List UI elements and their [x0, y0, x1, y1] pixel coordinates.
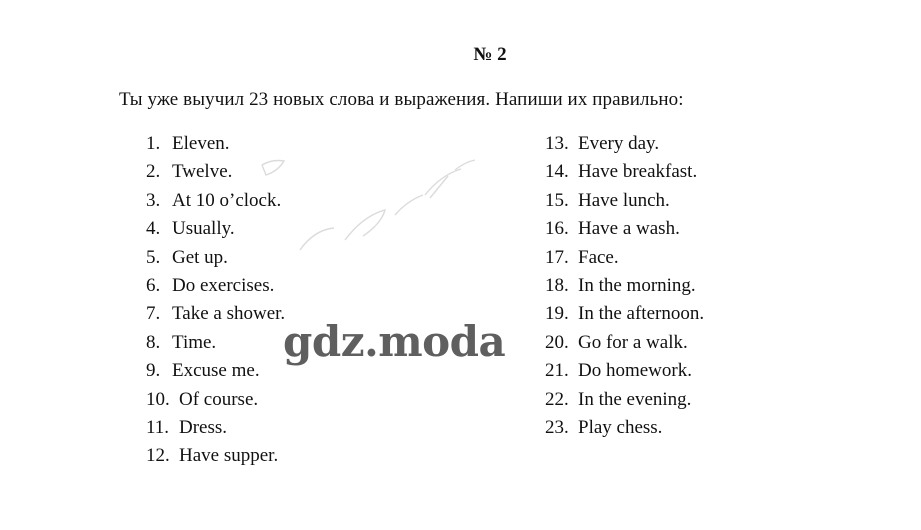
item-number: 8.: [146, 331, 161, 353]
item-text: Excuse me.: [172, 360, 260, 382]
list-item: [146, 190, 285, 218]
list-item: [146, 275, 285, 303]
item-text: Play chess.: [578, 416, 663, 438]
item-text: Have supper.: [179, 445, 279, 467]
item-text: Eleven.: [172, 133, 230, 154]
ghost-mark: [425, 169, 461, 195]
exercise-instruction: Ты уже выучил 23 новых слова и выражения. Напиши их правильно:: [119, 89, 684, 110]
list-item: [146, 161, 285, 189]
item-number: 5.: [146, 246, 161, 268]
item-number: 3.: [146, 189, 161, 211]
ghost-mark: [430, 176, 448, 198]
item-text: Take a shower.: [172, 303, 286, 325]
list-item: [146, 247, 285, 275]
item-number: 10.: [146, 388, 170, 410]
list-item: [545, 218, 704, 246]
item-text: Go for a walk.: [578, 331, 688, 353]
item-text: Face.: [578, 246, 619, 268]
word-list-left: [146, 133, 285, 474]
ghost-mark: [345, 210, 385, 240]
item-text: At 10 o’clock.: [172, 189, 282, 211]
item-number: 7.: [146, 303, 161, 325]
exercise-number: № 2: [473, 44, 507, 65]
item-number: 16.: [545, 218, 569, 240]
item-text: In the evening.: [578, 388, 692, 410]
item-number: 12.: [146, 445, 170, 467]
list-item: [545, 303, 704, 331]
item-number: 2.: [146, 161, 161, 183]
item-text: Twelve.: [172, 161, 233, 183]
list-item: [545, 360, 704, 388]
item-number: 18.: [545, 274, 569, 296]
item-number: 15.: [545, 189, 569, 211]
list-item: [146, 332, 285, 360]
list-item: [545, 133, 704, 161]
list-item: [545, 161, 704, 189]
item-number: 14.: [545, 161, 569, 183]
list-item: [545, 417, 704, 445]
list-item: [545, 190, 704, 218]
list-item: [146, 360, 285, 388]
item-number: 22.: [545, 388, 569, 410]
ghost-mark: [300, 228, 334, 250]
list-item: [146, 445, 285, 473]
item-text: Time.: [172, 331, 217, 353]
item-number: 21.: [545, 360, 569, 382]
item-number: 1.: [146, 133, 161, 154]
list-item: [146, 389, 285, 417]
item-number: 9.: [146, 360, 161, 382]
list-item: [545, 247, 704, 275]
item-number: 19.: [545, 303, 569, 325]
item-text: Of course.: [179, 388, 259, 410]
item-number: 17.: [545, 246, 569, 268]
list-item: [545, 275, 704, 303]
item-number: 23.: [545, 416, 569, 438]
item-number: 4.: [146, 218, 161, 240]
item-number: 20.: [545, 331, 569, 353]
watermark-logo: gdz.moda: [283, 317, 506, 366]
ghost-mark: [455, 160, 475, 170]
item-text: Have a wash.: [578, 218, 680, 240]
item-text: Usually.: [172, 218, 235, 240]
list-item: [146, 218, 285, 246]
list-item: [545, 389, 704, 417]
item-number: 6.: [146, 274, 161, 296]
item-text: Have breakfast.: [578, 161, 698, 183]
item-text: In the afternoon.: [578, 303, 705, 325]
list-item: [545, 332, 704, 360]
item-text: Dress.: [179, 416, 228, 438]
list-item: [146, 133, 285, 161]
word-list-right: [545, 133, 704, 445]
item-number: 11.: [146, 416, 170, 438]
ghost-mark: [395, 195, 423, 215]
list-item: [146, 417, 285, 445]
item-text: Every day.: [578, 133, 660, 154]
item-text: Do homework.: [578, 360, 692, 382]
item-text: In the morning.: [578, 274, 696, 296]
list-item: [146, 303, 285, 331]
item-text: Get up.: [172, 246, 228, 268]
item-number: 13.: [545, 133, 569, 154]
item-text: Do exercises.: [172, 274, 275, 296]
item-text: Have lunch.: [578, 189, 670, 211]
